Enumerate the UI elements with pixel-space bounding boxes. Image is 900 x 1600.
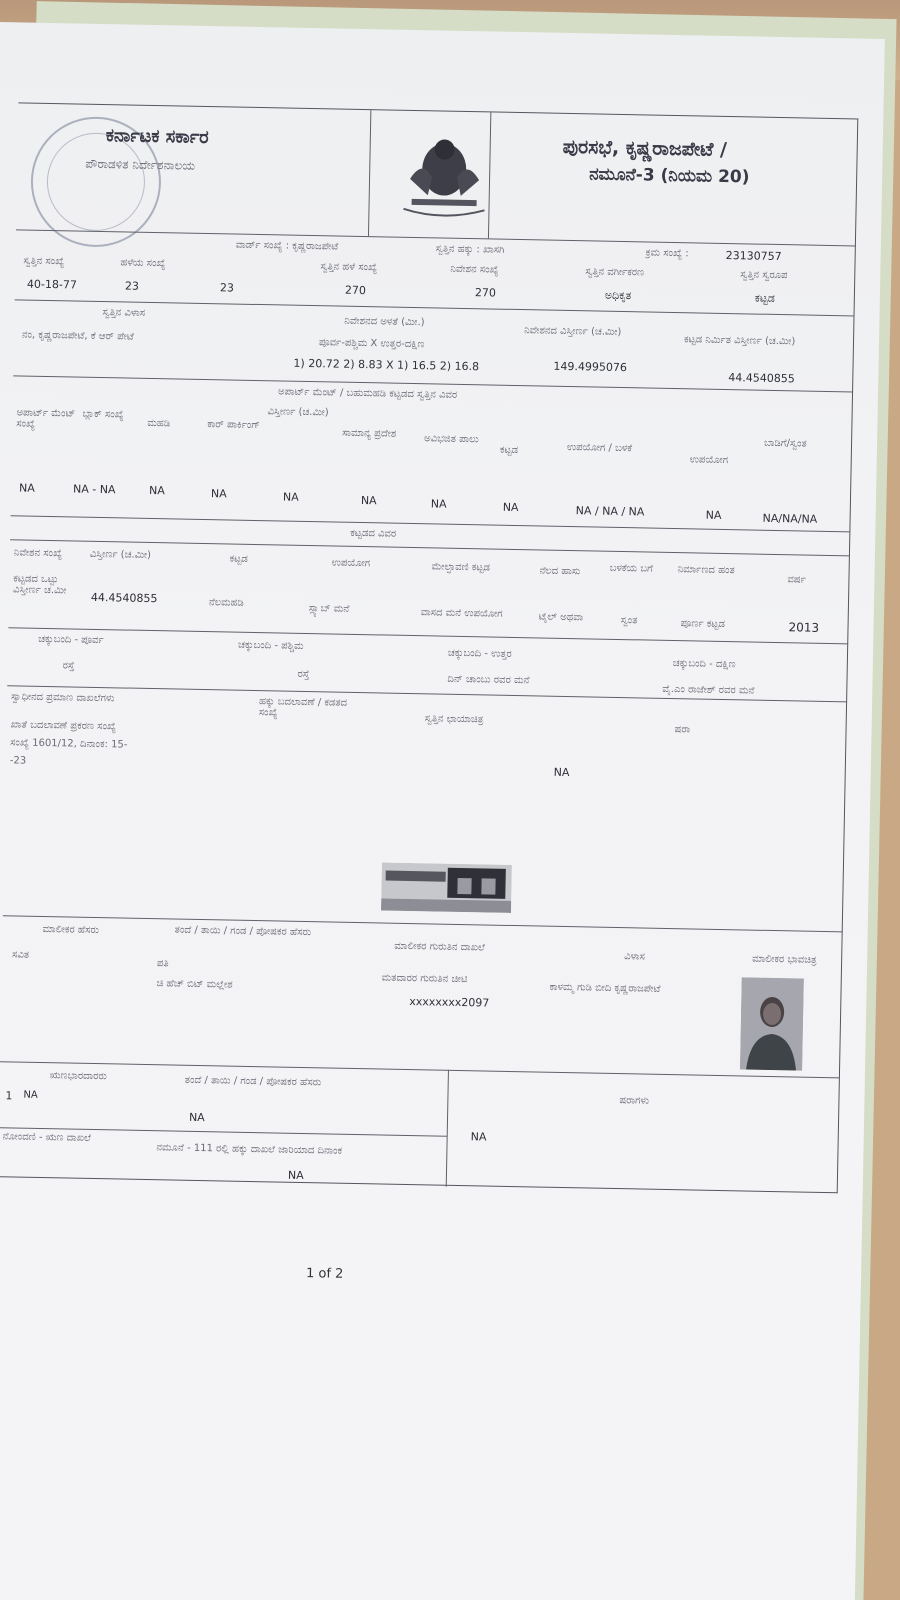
owner-address-value: ಕಾಳಮ್ಮ ಗುಡಿ ಬೀದಿ ಕೃಷ್ಣರಾಜಪೇಟೆ (549, 981, 661, 995)
apt-area-label: ವಿಸ್ತೀರ್ಣ (ಚ.ಮೀ) (267, 406, 329, 419)
north-value: ದಿನ್ ಚಾಂಬು ರವರ ಮನೆ (447, 673, 530, 687)
prop-no-value: 40-18-77 (26, 277, 78, 292)
usage-value: NA / NA / NA (575, 504, 645, 519)
reg-value: NA (287, 1168, 304, 1183)
floor-value-5: ನೆಲಮಹಡಿ (208, 597, 244, 609)
lender-na-3: NA (470, 1130, 487, 1144)
building-value: NA (502, 500, 519, 515)
measure-sub: ಪೂರ್ವ-ಪಶ್ಚಿಮ X ಉತ್ತರ-ದಕ್ಷಿಣ (318, 337, 425, 351)
block-no-label: ಬ್ಲಾಕ್ ಸಂಖ್ಯೆ (82, 408, 124, 421)
built-area-value: 44.4540855 (728, 371, 795, 386)
owner-relation-label: ತಂದೆ / ತಾಯಿ / ಗಂಡ / ಪೋಷಕರ ಹೆಸರು (174, 924, 312, 939)
owner-id-value: xxxxxxxx2097 (409, 995, 490, 1010)
bld-no-label: ನಿವೇಶನ ಸಂಖ್ಯೆ (13, 547, 63, 560)
measure-value: 1) 20.72 2) 8.83 X 1) 16.5 2) 16.8 (293, 356, 480, 374)
prop-old-no-label: ಸ್ವತ್ತಿನ ಹಳೆ ಸಂಖ್ಯೆ (320, 261, 378, 274)
property-form (0, 102, 858, 1193)
built-area-label: ಕಟ್ಟಡ ನಿರ್ಮಿತ ವಿಸ್ತೀರ್ಣ (ಚ.ಮೀ) (683, 334, 796, 348)
measure-label: ನಿವೇಶನದ ಅಳತೆ (ಮೀ.) (344, 315, 425, 329)
use-value-5: ವಾಸದ ಮನೆ ಉಪಯೋಗ (420, 607, 503, 620)
lender-relation-label: ತಂದೆ / ತಾಯಿ / ಗಂಡ / ಪೋಷಕರ ಹೆಸರು (184, 1074, 322, 1089)
undivided-share-value: NA (430, 497, 447, 511)
bld-label: ಕಟ್ಟಡ (229, 553, 248, 565)
stage-value: ಪೂರ್ಣ ಕಟ್ಟಡ (680, 618, 726, 631)
municipality-name: ಪುರಸಭೆ, ಕೃಷ್ಣರಾಜಪೇಟೆ / (562, 135, 728, 161)
deed-value-1: ಖಾತೆ ಬದಲಾವಣೆ ಪ್ರಕರಣ ಸಂಖ್ಯೆ (10, 719, 117, 733)
bld-area-label: ವಿಸ್ತೀರ್ಣ (ಚ.ಮೀ) (89, 548, 152, 561)
address-value: ನಂ, ಕೃಷ್ಣರಾಜಪೇಟೆ, ಕೆ ಆರ್ ಪೇಟೆ (21, 329, 134, 343)
block-no-value: NA - NA (72, 482, 116, 497)
roof-label: ಮೇಲ್ಛಾವಣಿ ಕಟ್ಟಡ (431, 561, 491, 574)
rent-own-label: ಬಾಡಿಗೆ/ಸ್ವಂತ (763, 437, 807, 450)
deed-value-3: -23 (9, 755, 27, 767)
classification-label: ಸ್ವತ್ತಿನ ವರ್ಗೀಕರಣ (585, 266, 645, 279)
serial-label: ಕ್ರಮ ಸಂಖ್ಯೆ : (645, 247, 689, 260)
owner-address-label: ವಿಳಾಸ (624, 951, 646, 963)
west-label: ಚಕ್ಕುಬಂದಿ - ಪಶ್ಚಿಮ (237, 639, 304, 652)
remarks-label: ಷರಾ (674, 724, 691, 736)
charges-label: ಷರಾಗಳು (619, 1095, 650, 1107)
building-section-title: ಕಟ್ಟಡದ ವಿವರ (350, 527, 397, 540)
gov-dept: ಪೌರಾಡಳಿತ ನಿರ್ದೇಶನಾಲಯ (85, 156, 196, 173)
building-label: ಕಟ್ಟಡ (499, 444, 519, 457)
address-label: ಸ್ವತ್ತಿನ ವಿಳಾಸ (102, 307, 146, 319)
prop-no-label: ಸ್ವತ್ತಿನ ಸಂಖ್ಯೆ (23, 255, 65, 268)
bld-use-label: ಉಪಯೋಗ (331, 557, 371, 570)
floor-value: NA (148, 483, 165, 498)
deed-label: ಸ್ವಾಧೀನದ ಪ್ರಮಾಣ ದಾಖಲೆಗಳು (10, 691, 115, 705)
owner-id-label: ಮಾಲೀಕರ ಗುರುತಿನ ದಾಖಲೆ (394, 940, 485, 954)
owner-relation-name: ಚಿ ಹೆಚ್ ಬಿಟ್ ಮಲ್ಲೇಶ (156, 978, 233, 991)
owner-photo-label: ಮಾಲೀಕರ ಭಾವಚಿತ್ರ (752, 953, 817, 966)
roof-value: ಸ್ಲ್ಯಾಬ್ ಮನೆ (308, 603, 350, 615)
year-value: 2013 (788, 620, 820, 635)
gov-title: ಕರ್ನಾಟಕ ಸರ್ಕಾರ (105, 125, 209, 149)
deed-value-2: ಸಂಖ್ಯೆ 1601/12, ದಿನಾಂಕ: 15- (10, 737, 128, 751)
state-emblem-icon (391, 129, 498, 221)
lender-num: 1 (5, 1089, 13, 1103)
owner-id-type: ಮತದಾರರ ಗುರುತಿನ ಚೀಟಿ (381, 972, 468, 986)
type-label: ಬಳಕೆಯ ಬಗೆ (609, 562, 653, 575)
form-name: ನಮೂನೆ-3 (ನಿಯಮ 20) (588, 164, 750, 188)
owner-photo (740, 977, 804, 1070)
classification-value: ಅಧಿಕೃತ (604, 288, 632, 303)
west-value: ರಸ್ತೆ (297, 668, 310, 681)
owner-name: ಸವಿತ (11, 949, 30, 961)
flooring-label: ನೆಲದ ಹಾಸು (539, 565, 581, 578)
apartment-section-title: ಅಪಾರ್ಟ್ ಮೆಂಟ್ / ಬಹುಮಹಡಿ ಕಟ್ಟಡದ ಸ್ವತ್ತಿನ ವಿವರ (277, 386, 458, 401)
north-label: ಚಕ್ಕುಬಂದಿ - ಉತ್ತರ (447, 647, 512, 660)
year-label: ವರ್ಷ (787, 574, 806, 586)
owner-relation-type: ಪತಿ (156, 958, 169, 970)
undivided-share-label: ಅವಿಭಜಿತ ಪಾಲು (423, 433, 479, 446)
site-no-label: ನಿವೇಶನ ಸಂಖ್ಯೆ (450, 263, 499, 276)
prop-old-no-value: 270 (344, 283, 367, 298)
use-label: ಉಪಯೋಗ (689, 454, 729, 467)
old-no-a: 23 (124, 279, 140, 293)
old-no-b: 23 (219, 281, 235, 295)
apt-area-value: NA (282, 490, 299, 504)
floor-label: ಮಹಡಿ (147, 417, 171, 430)
site-no-value: 270 (474, 286, 497, 300)
stage-label: ನಿರ್ಮಾಣದ ಹಂತ (677, 564, 735, 577)
total-area-label: ಕಟ್ಟಡದ ಒಟ್ಟು ವಿಸ್ತೀರ್ಣ ಚ.ಮೀ (12, 573, 67, 597)
east-value: ರಸ್ತೆ (62, 660, 75, 672)
property-photo (381, 862, 512, 912)
use-value: NA (705, 508, 722, 522)
reg-desc: ನಮೂನೆ - 111 ರಲ್ಲಿ ಹಕ್ಕು ದಾಖಲೆ ಜಾರಿಯಾದ ದಿನಾಂಕ (156, 1142, 343, 1157)
apt-no-value: NA (18, 481, 35, 495)
usage-label: ಉಪಯೋಗ / ಬಳಕೆ (566, 441, 633, 455)
nature-value: ಕಟ್ಟಡ (754, 291, 775, 305)
common-area-value: NA (360, 494, 377, 508)
site-area-value: 149.4995076 (553, 359, 628, 375)
south-value: ವೈ.ಎಂ ರಾಜೇಶ್ ರವರ ಮನೆ (662, 683, 755, 697)
serial-number: 23130757 (725, 248, 782, 264)
flooring-value: ಟೈಲ್ ಅಥವಾ (538, 611, 584, 624)
ward-label: ವಾರ್ಡ್ ಸಂಖ್ಯೆ : ಕೃಷ್ಣರಾಜಪೇಟೆ (235, 239, 339, 253)
car-parking-value: NA (210, 487, 227, 501)
type-value: ಸ್ವಂತ (620, 615, 638, 627)
apt-no-label: ಅಪಾರ್ಟ್ ಮೆಂಟ್ ಸಂಖ್ಯೆ (16, 407, 76, 430)
lender-na-2: NA (188, 1110, 205, 1125)
nature-label: ಸ್ವತ್ತಿನ ಸ್ವರೂಪ (740, 269, 788, 282)
mutation-label: ಹಕ್ಕು ಬದಲಾವಣೆ / ಕಡತದ ಸಂಖ್ಯೆ (258, 696, 348, 719)
owner-label: ಮಾಲೀಕರ ಹೆಸರು (42, 923, 100, 937)
old-no-label: ಹಳೆಯ ಸಂಖ್ಯೆ (120, 257, 166, 270)
car-parking-label: ಕಾರ್ ಪಾರ್ಕಿಂಗ್ (207, 419, 261, 432)
bld-area-value: 44.4540855 (90, 590, 158, 606)
page-number: 1 of 2 (305, 1266, 344, 1282)
common-area-label: ಸಾಮಾನ್ಯ ಪ್ರದೇಶ (342, 427, 397, 440)
reg-label: ನೋಂದಣಿ - ಋಣ ದಾಖಲೆ (2, 1131, 91, 1144)
south-label: ಚಕ್ಕುಬಂದಿ - ದಕ್ಷಿಣ (672, 658, 736, 671)
lender-na-1: NA (23, 1089, 38, 1101)
property-type: ಸ್ವತ್ತಿನ ಹಕ್ಕು : ಖಾಸಗಿ (435, 243, 505, 256)
document-page (0, 22, 885, 1600)
remarks-value: NA (553, 765, 570, 780)
rent-own-value: NA/NA/NA (762, 511, 818, 526)
site-area-label: ನಿವೇಶನದ ವಿಸ್ತೀರ್ಣ (ಚ.ಮೀ) (524, 325, 622, 338)
lender-label: ಋಣಭಾರದಾರರು (49, 1070, 108, 1083)
prop-photo-label: ಸ್ವತ್ತಿನ ಛಾಯಾಚಿತ್ರ (424, 713, 484, 726)
east-label: ಚಕ್ಕುಬಂದಿ - ಪೂರ್ವ (38, 633, 104, 647)
